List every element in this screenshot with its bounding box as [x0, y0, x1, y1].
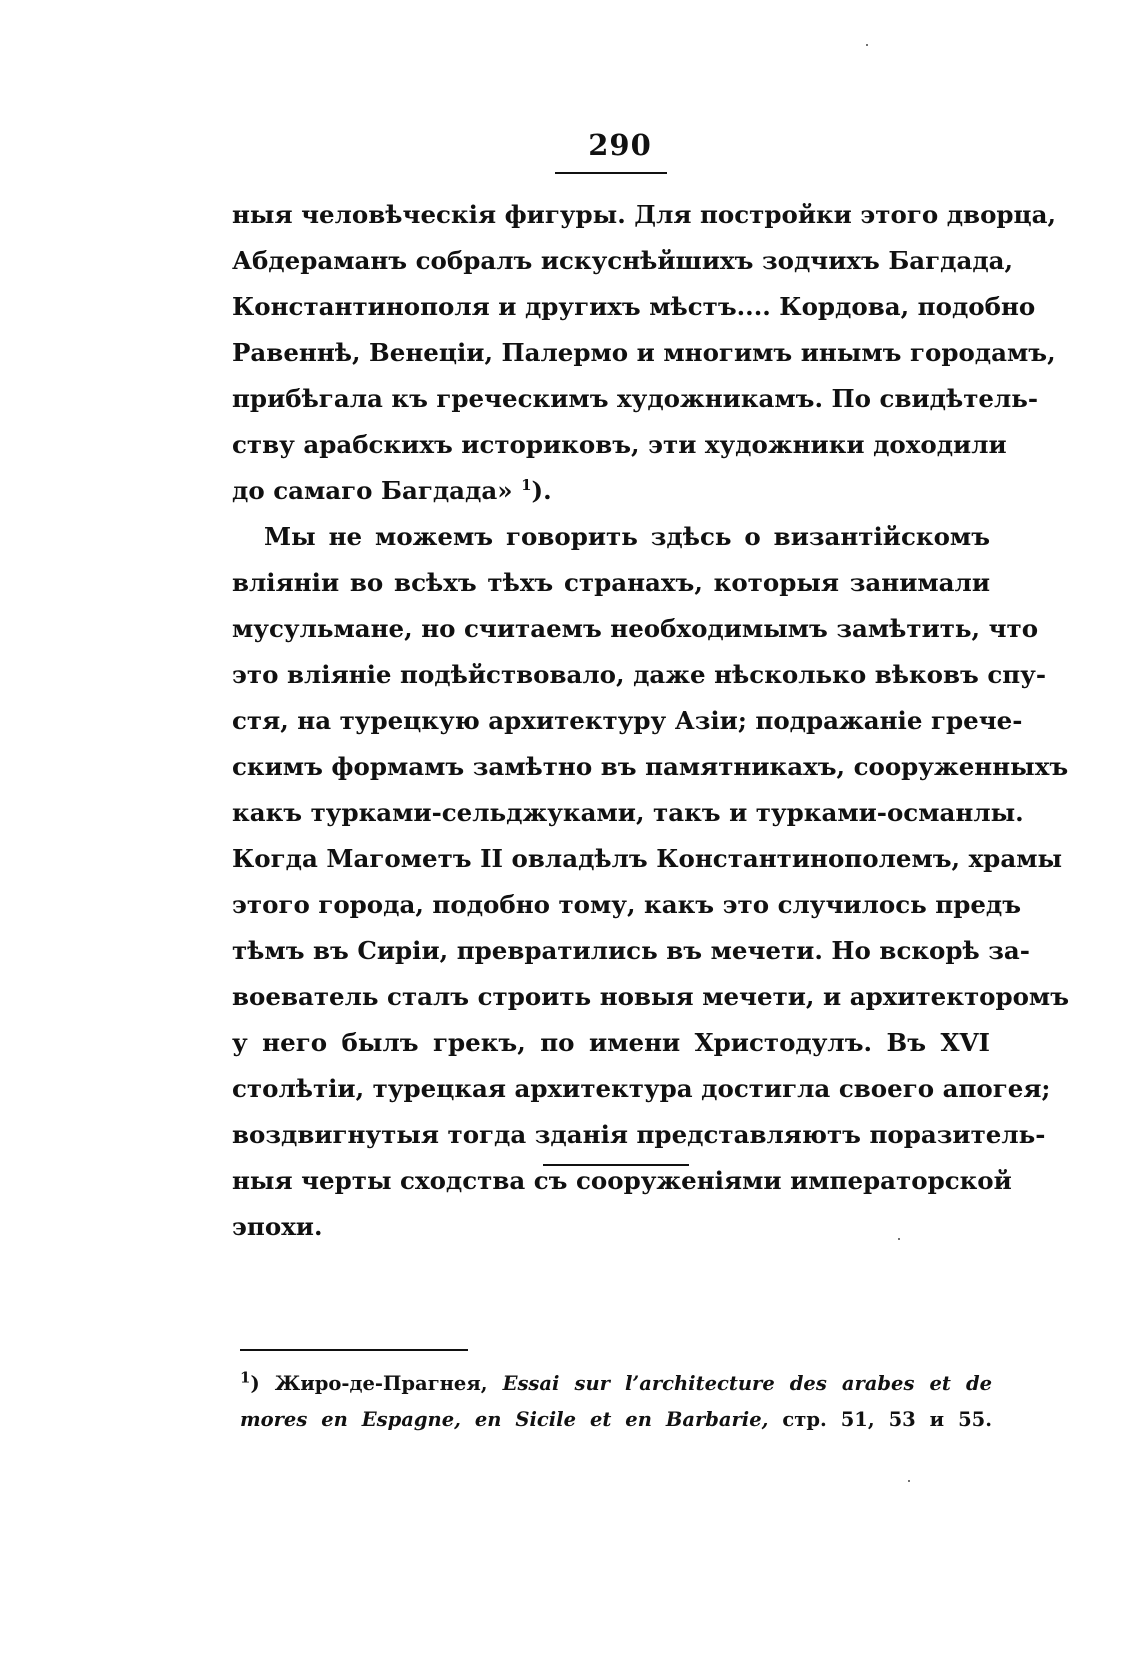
text-line: скимъ формамъ замѣтно въ памятникахъ, сооруженныхъ: [232, 752, 1069, 781]
footnote: [240, 1366, 992, 1438]
text-line: стя, на турецкую архитектуру Азіи; подражаніе грече-: [232, 706, 1023, 735]
text-line: Когда Магометъ II овладѣлъ Константинополемъ, храмы: [232, 844, 1063, 873]
text-line: эпохи.: [232, 1212, 323, 1241]
text-line: мусульмане, но считаемъ необходимымъ замѣтить, что: [232, 614, 1039, 643]
scan-speck: [898, 1238, 900, 1240]
text-line-end: ).: [531, 476, 552, 505]
text-line: Мы не можемъ говорить здѣсь о византійскомъ: [264, 522, 990, 551]
text-line: вліяніи во всѣхъ тѣхъ странахъ, которыя занимали: [232, 568, 990, 597]
text-line: это вліяніе подѣйствовало, даже нѣсколько вѣковъ спу-: [232, 660, 1047, 689]
text-line: у него былъ грекъ, по имени Христодулъ. Въ XVI: [232, 1028, 990, 1057]
text-line: [232, 468, 990, 514]
footnote-author: Жиро-де-Прагнея,: [274, 1372, 488, 1395]
text-line: ныя черты сходства съ сооруженіями императорской: [232, 1166, 1012, 1195]
footnote-line: [240, 1402, 992, 1438]
text-line: воздвигнутыя тогда зданія представляютъ поразитель-: [232, 1120, 1046, 1149]
footnote-reference: 1: [521, 475, 532, 494]
footnote-line: $^1$) Жиро-де-Прагнея, Essai sur l’architecture des arabes et de: [240, 1368, 993, 1395]
text-line: Константинополя и другихъ мѣстъ.... Кордова, подобно: [232, 292, 1036, 321]
footnote-title: mores en Espagne, en Sicile et en Barbarie,: [240, 1408, 769, 1431]
text-line: воеватель сталъ строить новыя мечети, и архитекторомъ: [232, 982, 1070, 1011]
text-line: Равеннѣ, Венеціи, Палермо и многимъ инымъ городамъ,: [232, 338, 1056, 367]
text-line: ныя человѣческія фигуры. Для постройки этого дворца,: [232, 200, 1057, 229]
text-line: ству арабскихъ историковъ, эти художники доходили: [232, 430, 1007, 459]
text-line: столѣтіи, турецкая архитектура достигла своего апогея;: [232, 1074, 1051, 1103]
header-rule: [555, 172, 667, 174]
scan-speck: [908, 1480, 910, 1482]
section-end-rule: [543, 1164, 689, 1166]
text-line: Абдераманъ собралъ искуснѣйшихъ зодчихъ Багдада,: [232, 246, 1014, 275]
scan-speck: [866, 44, 868, 46]
text-line: этого города, подобно тому, какъ это случилось предъ: [232, 890, 1022, 919]
footnote-rule: [240, 1349, 468, 1351]
page-number: 290: [588, 128, 652, 162]
text-line: какъ турками-сельджуками, такъ и турками-османлы.: [232, 798, 1024, 827]
text-line-content: до самаго Багдада»: [232, 476, 513, 505]
footnote-marker: 1: [240, 1368, 251, 1387]
body-text: [232, 192, 1070, 1250]
footnote-pages: стр. 51, 53 и 55.: [782, 1408, 993, 1431]
text-line: прибѣгала къ греческимъ художникамъ. По свидѣтель-: [232, 384, 1039, 413]
footnote-title: Essai sur l’architecture des arabes et de: [502, 1372, 993, 1395]
text-line: тѣмъ въ Сиріи, превратились въ мечети. Но вскорѣ за-: [232, 936, 1030, 965]
